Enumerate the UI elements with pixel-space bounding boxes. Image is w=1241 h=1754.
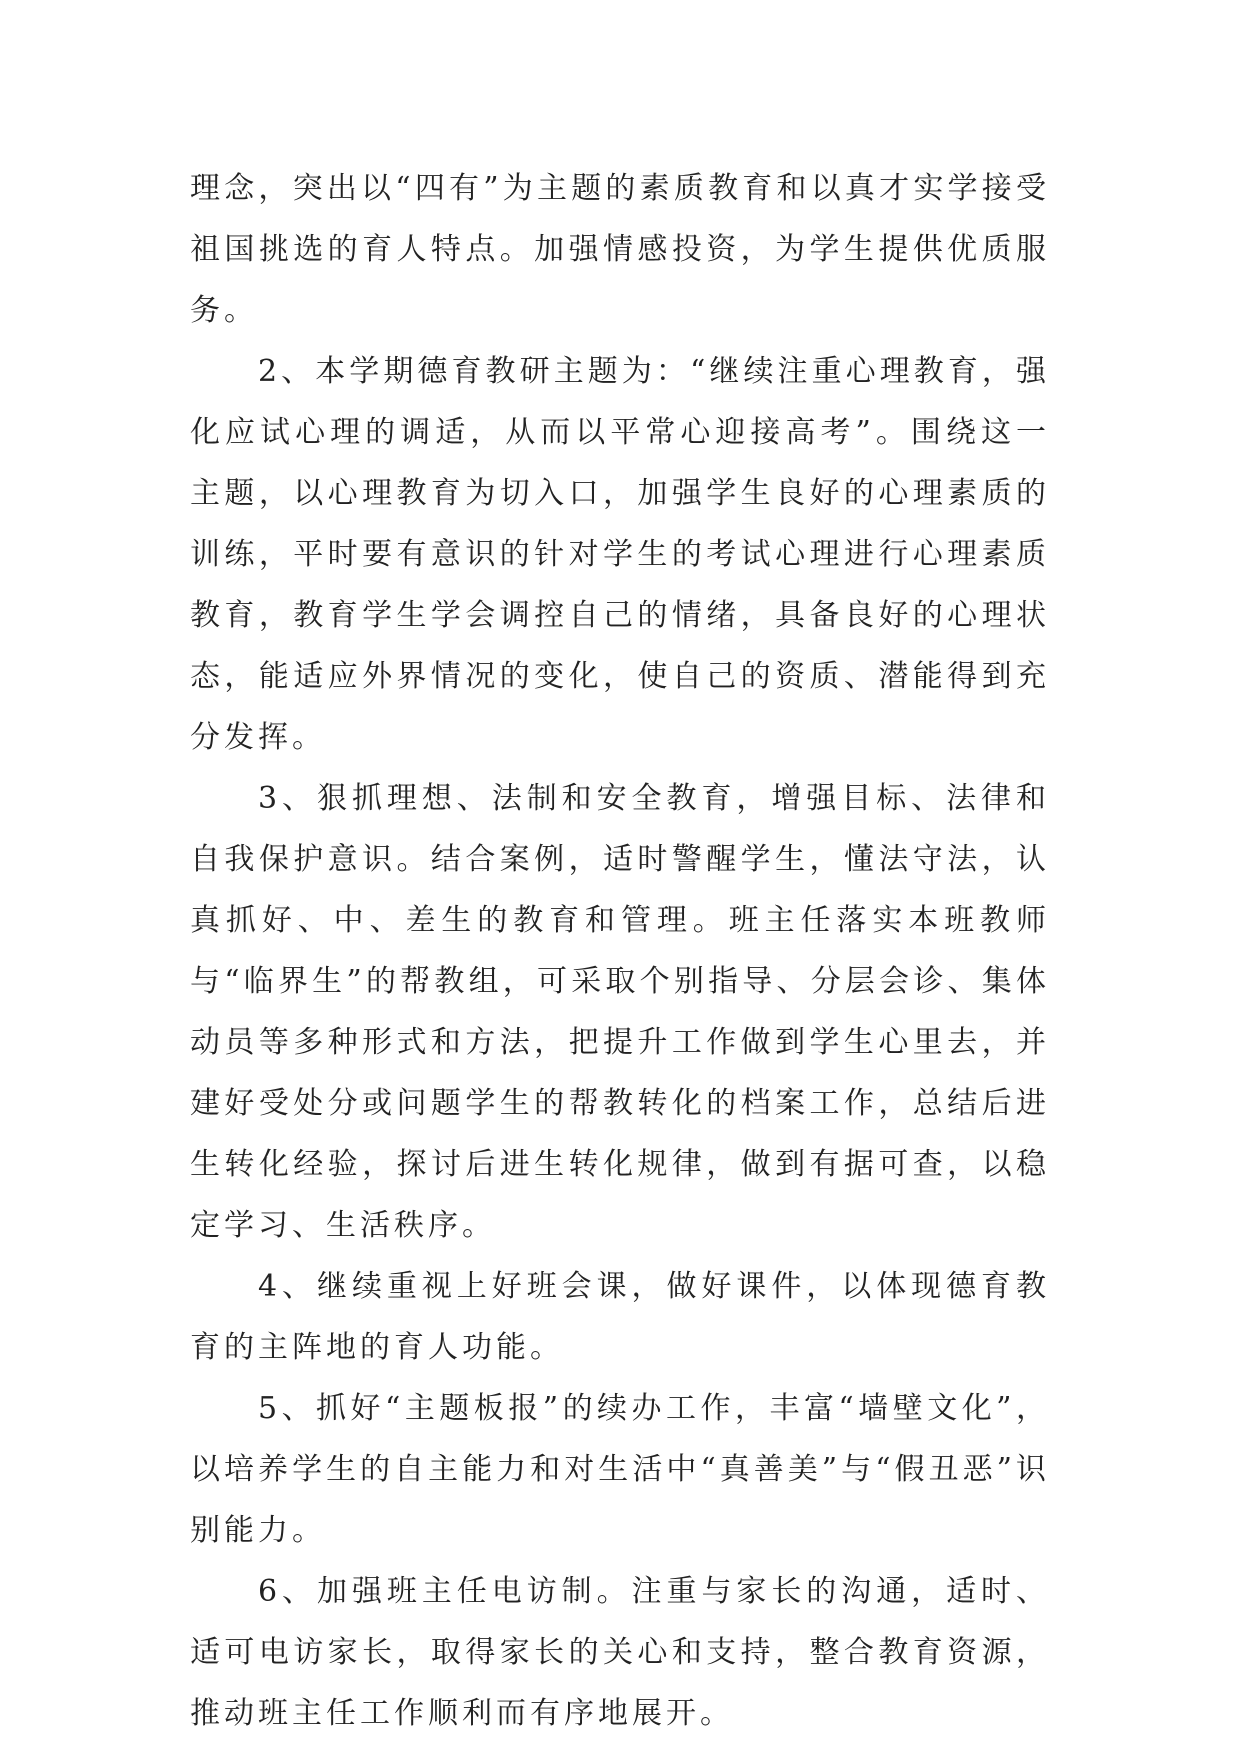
paragraph-item-5: 5、抓好“主题板报”的续办工作，丰富“墙壁文化”，以培养学生的自主能力和对生活中“真善美”与“假丑恶”识别能力。 xyxy=(190,1391,1050,1548)
paragraph-item-2: 2、本学期德育教研主题为：“继续注重心理教育，强化应试心理的调适，从而以平常心迎接高考”。围绕这一主题，以心理教育为切入口，加强学生良好的心理素质的训练，平时要有意识的针对学生的考试心理进行心理素质教育，教育学生学会调控自己的情绪，具备良好的心理状态，能适应外界情况的变化，使自己的资质、潜能得到充分发挥。 xyxy=(190,354,1050,755)
paragraph-continuation: 理念，突出以“四有”为主题的素质教育和以真才实学接受祖国挑选的育人特点。加强情感投资，为学生提供优质服务。 xyxy=(190,171,1050,328)
paragraph-item-4: 4、继续重视上好班会课，做好课件，以体现德育教育的主阵地的育人功能。 xyxy=(190,1269,1050,1365)
paragraph-item-3: 3、狠抓理想、法制和安全教育，增强目标、法律和自我保护意识。结合案例，适时警醒学生，懂法守法，认真抓好、中、差生的教育和管理。班主任落实本班教师与“临界生”的帮教组，可采取个别指导、分层会诊、集体动员等多种形式和方法，把提升工作做到学生心里去，并建好受处分或问题学生的帮教转化的档案工作，总结后进生转化经验，探讨后进生转化规律，做到有据可查，以稳定学习、生活秩序。 xyxy=(190,781,1050,1243)
document-body xyxy=(190,158,1050,1744)
paragraph-item-6: 6、加强班主任电访制。注重与家长的沟通，适时、适可电访家长，取得家长的关心和支持，整合教育资源，推动班主任工作顺利而有序地展开。 xyxy=(190,1574,1050,1731)
